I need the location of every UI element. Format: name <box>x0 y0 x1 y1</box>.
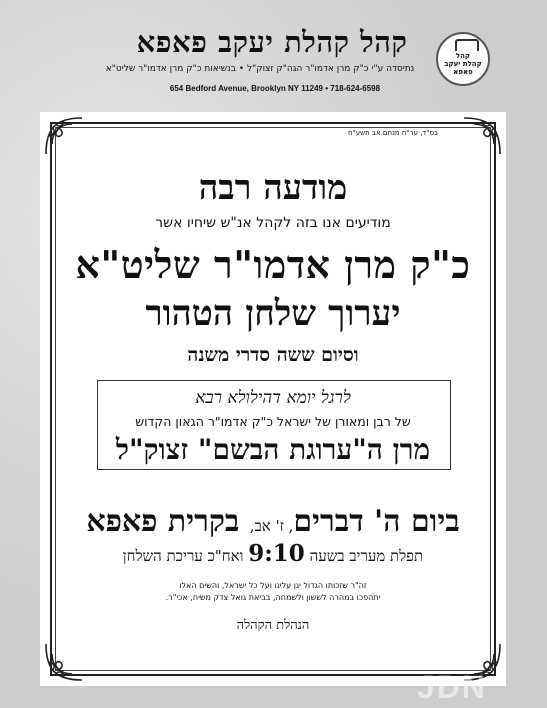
letterhead-title: קהל קהלת יעקב פאפא <box>136 25 408 59</box>
blessing-line-2: יתהפכו במהרה לששון ולשמחה, בביאת גואל צדק משיח, אכי"ר. <box>165 593 381 602</box>
notice-date: בס"ד, ער"ח מנחם אב תשע"ח <box>347 129 439 137</box>
letterhead <box>0 0 547 112</box>
event-place: בקרית פאפא <box>86 504 240 539</box>
notice-heading: מודעה רבה <box>198 168 348 208</box>
signature-management: הנהלת הקהלה <box>236 618 310 633</box>
event-date: , ז' אב, <box>249 517 294 535</box>
prayer-after: ואח"כ עריכת השלחן <box>122 547 244 565</box>
blessing-line-1: זה"ר שזכותו הגדול יגן עלינו ועל כל ישראל, והשים האלו <box>179 581 367 590</box>
corner-ornament-icon <box>42 640 86 684</box>
rebbe-title: כ"ק מרן אדמו"ר שליט"א <box>75 242 471 287</box>
letterhead-address: 654 Bedford Avenue, Brooklyn NY 11249 • 718-624-6598 <box>169 84 381 93</box>
siyum-line: וסיום ששה סדרי משנה <box>187 344 359 366</box>
event-day: ביום ה' דברים <box>293 504 460 539</box>
notice-intro: מודיעים אנו בזה לקהל אנ"ש שיחיו אשר <box>155 215 391 231</box>
event-when <box>40 504 506 539</box>
prayer-time: 9:10 <box>248 540 305 567</box>
tish-line: יערוך שלחן הטהור <box>145 293 401 334</box>
crown-icon <box>455 39 479 51</box>
congregation-logo <box>436 32 490 86</box>
yahrzeit-line-3: מרן ה"ערוגת הבשם" זצוק"ל <box>115 433 431 466</box>
prayer-time-line <box>40 540 506 567</box>
letterhead-subtitle: נתיסדה ע"י כ"ק מרן אדמו"ר הגה"ק זצוק"ל • בנשיאות כ"ק מרן אדמו"ר שליט"א <box>105 64 415 74</box>
yahrzeit-line-2: של רבן ומאורן של ישראל כ"ק אדמו"ר הגאון הקדוש <box>135 414 411 429</box>
yahrzeit-line-1: לרגל יומא דהילולא רבא <box>195 388 351 408</box>
logo-text: קהל קהלת יעקב פאפא <box>444 52 482 76</box>
prayer-label: תפלת מעריב בשעה <box>309 547 424 565</box>
jdn-watermark: JDN <box>416 669 487 705</box>
notice-panel <box>40 112 506 686</box>
